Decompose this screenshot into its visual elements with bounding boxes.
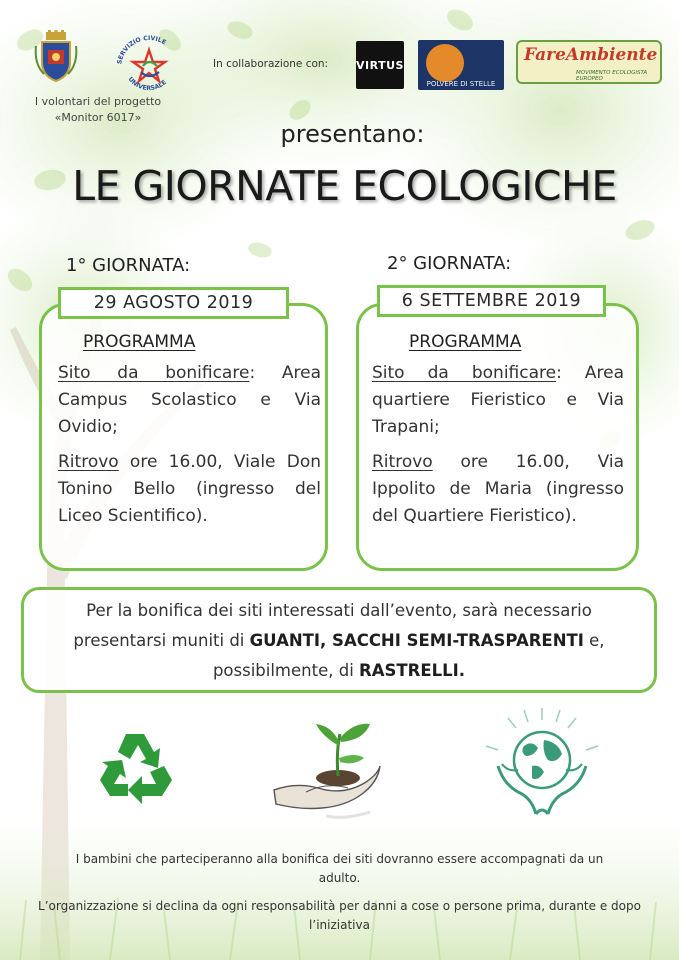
notice-bold2: RASTRELLI.	[359, 661, 466, 680]
polvere-logo-text: POLVERE DI STELLE	[426, 80, 496, 88]
presentano-text: presentano:	[280, 120, 425, 148]
day1-label: 1° GIORNATA:	[66, 255, 191, 276]
equipment-notice	[21, 587, 657, 693]
collaboration-label: In collaborazione con:	[213, 58, 329, 70]
notice-part1: Per la bonifica dei siti interessati dall’evento, sarà necessario presentarsi muniti di	[73, 601, 592, 650]
fareambiente-logo-name: FareAmbiente	[524, 45, 658, 65]
day2-sito-text: Area quartiere Fieristico e Via Trapani;	[372, 363, 624, 437]
fareambiente-logo-sub: MOVIMENTO ECOLOGISTA EUROPEO	[576, 70, 648, 82]
volontari-line2: «Monitor 6017»	[54, 111, 142, 124]
moon-icon	[426, 44, 464, 82]
plant-in-hand-icon	[266, 712, 384, 822]
earth-in-hands-icon	[478, 706, 606, 824]
svg-text:UNIVERSALE: UNIVERSALE	[126, 75, 168, 93]
comune-crest-icon	[34, 30, 78, 82]
fareambiente-logo	[516, 40, 662, 84]
footer-children-note: I bambini che parteciperanno alla bonifica dei siti dovranno essere accompagnati da un adulto.	[75, 852, 604, 885]
notice-part2: e, possibilmente, di	[212, 631, 605, 680]
day2-date: 6 SETTEMBRE 2019	[377, 285, 606, 317]
day1-sito-label: Sito da bonificare	[58, 363, 250, 383]
day2-program-text: Sito da bonificare: Area quartiere Fieristico e Via Trapani; Ritrovo ore 16.00, Via Ippolito de Maria (ingresso del Quartiere Fieristico).	[372, 363, 624, 526]
day1-program-text: Sito da bonificare: Area Campus Scolastico e Via Ovidio; Ritrovo ore 16.00, Viale Don Tonino Bello (ingresso del Liceo Scientifico).	[58, 363, 321, 526]
day1-ritrovo-text: ore 16.00, Viale Don Tonino Bello (ingresso del Liceo Scientifico).	[58, 452, 321, 526]
polvere-di-stelle-logo	[418, 40, 504, 90]
notice-bold1: GUANTI, SACCHI SEMI-TRASPARENTI	[249, 631, 584, 650]
day2-ritrovo-label: Ritrovo	[372, 452, 433, 472]
day2-programma-heading: PROGRAMMA	[409, 332, 522, 352]
day1-date: 29 AGOSTO 2019	[58, 287, 289, 319]
page-title: LE GIORNATE ECOLOGICHE	[72, 162, 617, 210]
day1-ritrovo-label: Ritrovo	[58, 452, 119, 472]
servizio-civile-logo-icon	[113, 32, 185, 96]
recycle-icon	[96, 728, 180, 810]
volontari-line1: I volontari del progetto	[34, 95, 162, 108]
day1-programma-heading: PROGRAMMA	[83, 332, 196, 352]
day2-ritrovo-text: ore 16.00, Via Ippolito de Maria (ingresso del Quartiere Fieristico).	[372, 452, 624, 526]
svg-text:SERVIZIO CIVILE: SERVIZIO CIVILE	[116, 34, 168, 65]
day2-sito-label: Sito da bonificare	[372, 363, 557, 383]
footer-disclaimer: L’organizzazione si declina da ogni responsabilità per danni a cose o persone prima, durante e dopo l’iniziativa	[38, 899, 641, 932]
day1-sito-text: Area Campus Scolastico e Via Ovidio;	[58, 363, 321, 437]
virtus-logo	[356, 41, 404, 89]
day2-label: 2° GIORNATA:	[387, 253, 512, 274]
virtus-logo-text: VIRTUS	[356, 59, 404, 72]
